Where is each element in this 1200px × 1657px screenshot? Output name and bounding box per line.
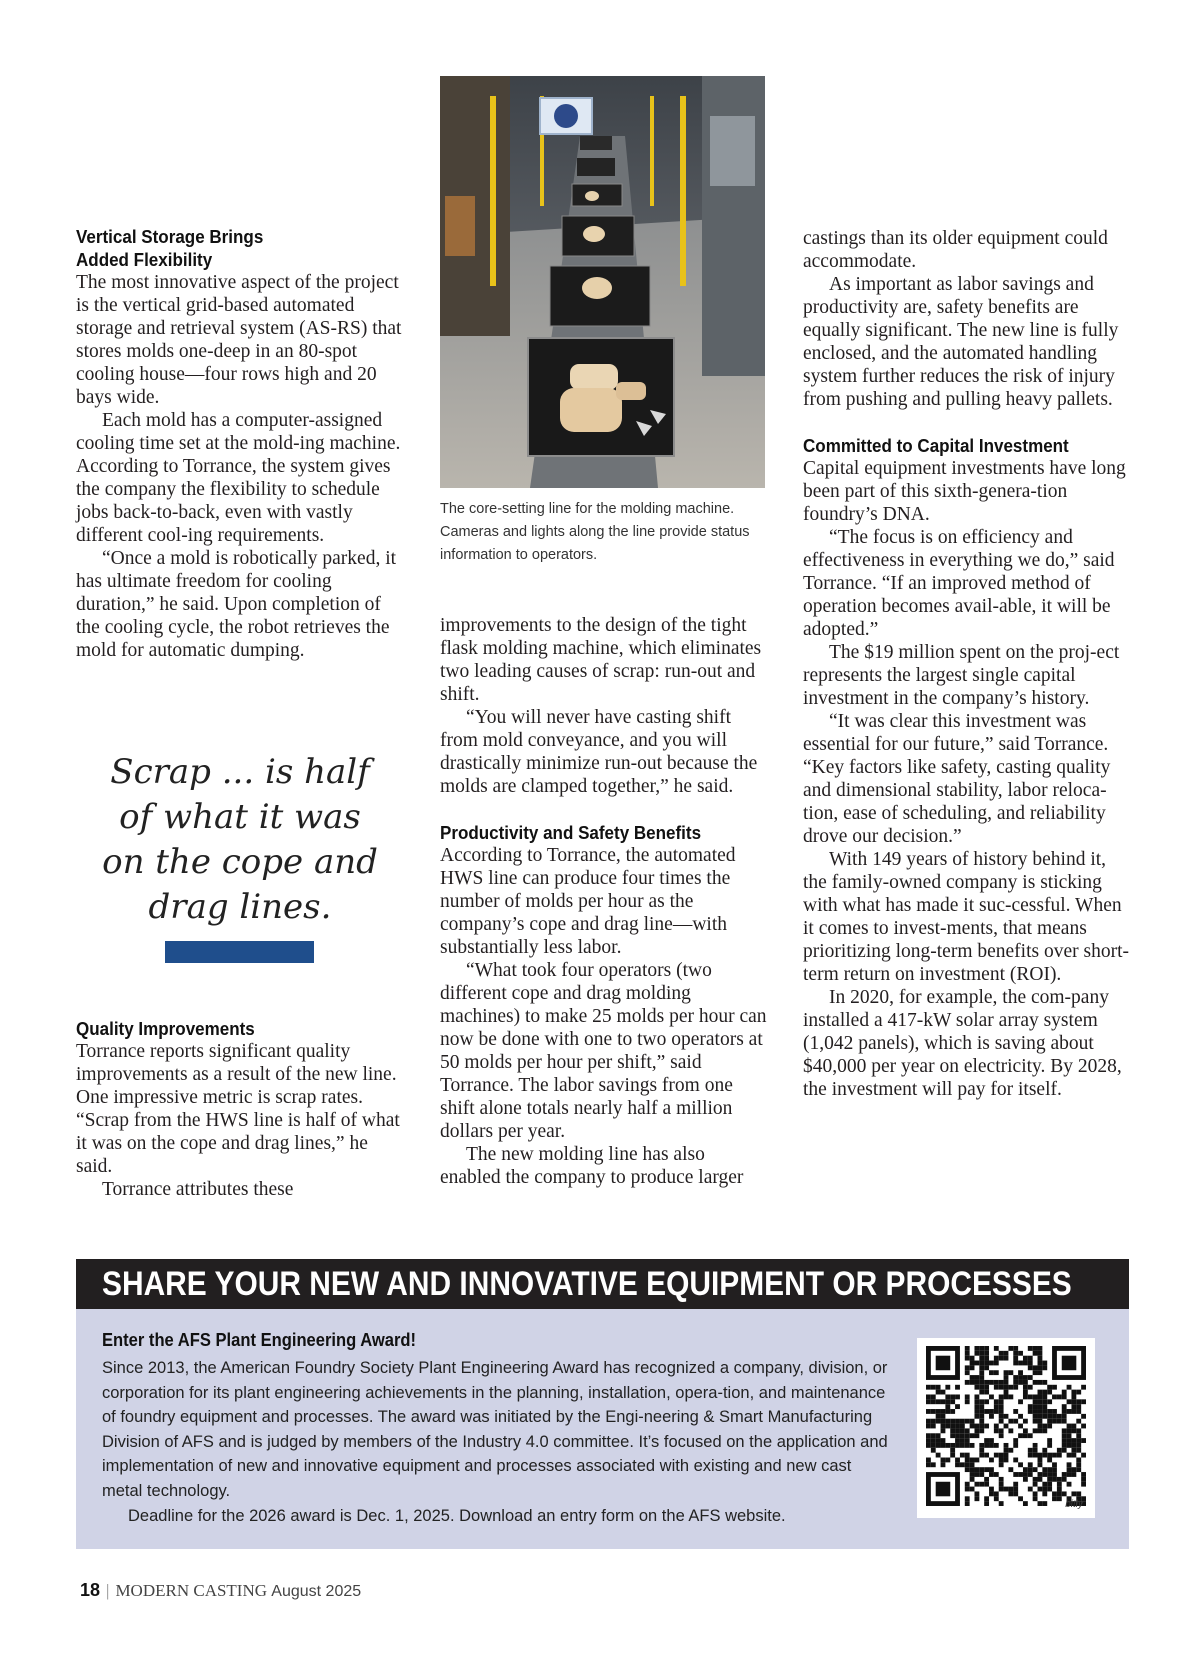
qr-code-icon (926, 1346, 1086, 1506)
page-footer (80, 1580, 361, 1601)
conveyor-illustration (440, 76, 765, 488)
pull-quote-line: Scrap ... is half (110, 752, 370, 792)
promo-title: SHARE YOUR NEW AND INNOVATIVE EQUIPMENT OR PROCESSES (102, 1265, 1072, 1303)
paragraph: The new molding line has also enabled the company to produce larger (440, 1144, 744, 1188)
paragraph: castings than its older equipment could accommodate. (803, 228, 1108, 272)
paragraph: The $19 million spent on the proj-ect represents the largest single capital investment in the company’s history. (803, 642, 1120, 709)
paragraph: Torrance attributes these (102, 1179, 294, 1200)
paragraph: Each mold has a computer-assigned cooling time set at the mold-ing machine. According to Torrance, the system gives the company the flexibility to schedule jobs back-to-back, even with vastly different cool-ing requirements. (76, 410, 401, 546)
paragraph: “What took four operators (two different cope and drag molding machines) to make 25 molds per hour can now be done with one to two operators at 50 molds per hour per shift,” said Torrance. The labor savings from one shift alone totals nearly half a million dollars per year. (440, 960, 767, 1142)
paragraph: “Once a mold is robotically parked, it has ultimate freedom for cooling duration,” he said. Upon completion of the cooling cycle, the robot retrieves the mold for automatic dumping. (76, 548, 397, 661)
paragraph: Torrance reports significant quality improvements as a result of the new line. One impressive metric is scrap rates. “Scrap from the HWS line is half of what it was on the cope and drag lines,” he said. (76, 1041, 400, 1177)
qr-code-label: bitly (1065, 1499, 1083, 1510)
pull-quote (100, 750, 380, 930)
pull-quote-line: on the cope and (102, 842, 378, 882)
page-number: 18 (80, 1580, 101, 1600)
article-column-middle (440, 614, 770, 1189)
paragraph: With 149 years of history behind it, the family-owned company is sticking with what has made it suc-cessful. When it comes to invest-ments, that means prioritizing long-term benefits over short-term return on investment (ROI). (803, 849, 1129, 985)
article-column-left-lower (76, 1017, 406, 1201)
promo-box (76, 1309, 1129, 1549)
pull-quote-accent-bar (165, 941, 314, 963)
footer-separator: | (106, 1581, 110, 1600)
paragraph: Capital equipment investments have long been part of this sixth-genera-tion foundry’s DNA. (803, 458, 1126, 525)
promo-subtitle: Enter the AFS Plant Engineering Award! (102, 1330, 417, 1350)
paragraph: “The focus is on efficiency and effectiveness in everything we do,” said Torrance. “If an improved method of operation becomes avail-able, it will be adopted.” (803, 527, 1115, 640)
pull-quote-line: drag lines. (148, 887, 332, 927)
paragraph: The most innovative aspect of the project is the vertical grid-based automated storage and retrieval system (AS-RS) that stores molds one-deep in an 80-spot cooling house—four rows high and 20 bays wide. (76, 272, 402, 408)
pull-quote-line: of what it was (119, 797, 361, 837)
section-heading-capital-investment: Committed to Capital Investment (803, 435, 1069, 456)
paragraph: According to Torrance, the automated HWS line can produce four times the number of molds per hour as the company’s cope and drag line—with substantially less labor. (440, 845, 736, 958)
issue-date: August 2025 (271, 1583, 362, 1600)
section-heading-vertical-storage-line2: Added Flexibility (76, 249, 213, 270)
qr-code[interactable] (917, 1338, 1095, 1518)
paragraph: In 2020, for example, the com-pany installed a 417-kW solar array system (1,042 panels), which is saving about $40,000 per year on electricity. By 2028, the investment will pay for itself. (803, 987, 1122, 1100)
promo-banner (76, 1259, 1129, 1309)
magazine-name: MODERN CASTING (115, 1581, 268, 1600)
paragraph: As important as labor savings and productivity are, safety benefits are equally significant. The new line is fully enclosed, and the automated handling system further reduces the risk of injury from pushing and pulling heavy pallets. (803, 274, 1119, 410)
promo-body-text: Since 2013, the American Foundry Society Plant Engineering Award has recognized a company, division, or corporation for its plant engineering achievements in the planning, installation, opera-tion, and maintenance of foundry equipment and processes. The award was initiated by the Engi-neering & Smart Manufacturing Division of AFS and is judged by members of the Industry 4.0 committee. It’s focused on the application and implementation of new and innovative equipment and processes associated with existing and new cast metal technology. (102, 1359, 888, 1500)
core-setting-line-photo (440, 76, 765, 488)
paragraph: “It was clear this investment was essential for our future,” said Torrance. “Key factors like safety, casting quality and dimensional stability, labor reloca-tion, ease of scheduling, and reliability drove our decision.” (803, 711, 1111, 847)
paragraph: “You will never have casting shift from mold conveyance, and you will drastically minimize run-out because the molds are clamped together,” he said. (440, 707, 758, 797)
paragraph: improvements to the design of the tight flask molding machine, which eliminates two leading causes of scrap: run-out and shift. (440, 615, 762, 705)
section-heading-quality: Quality Improvements (76, 1018, 255, 1039)
section-heading-vertical-storage: Vertical Storage Brings (76, 226, 264, 247)
section-heading-productivity: Productivity and Safety Benefits (440, 822, 702, 843)
article-column-left (76, 225, 406, 662)
photo-caption: The core-setting line for the molding machine. Cameras and lights along the line provide status information to operators. (440, 501, 750, 563)
article-column-right (803, 227, 1133, 1101)
promo-deadline: Deadline for the 2026 award is Dec. 1, 2025. Download an entry form on the AFS website. (128, 1507, 786, 1525)
